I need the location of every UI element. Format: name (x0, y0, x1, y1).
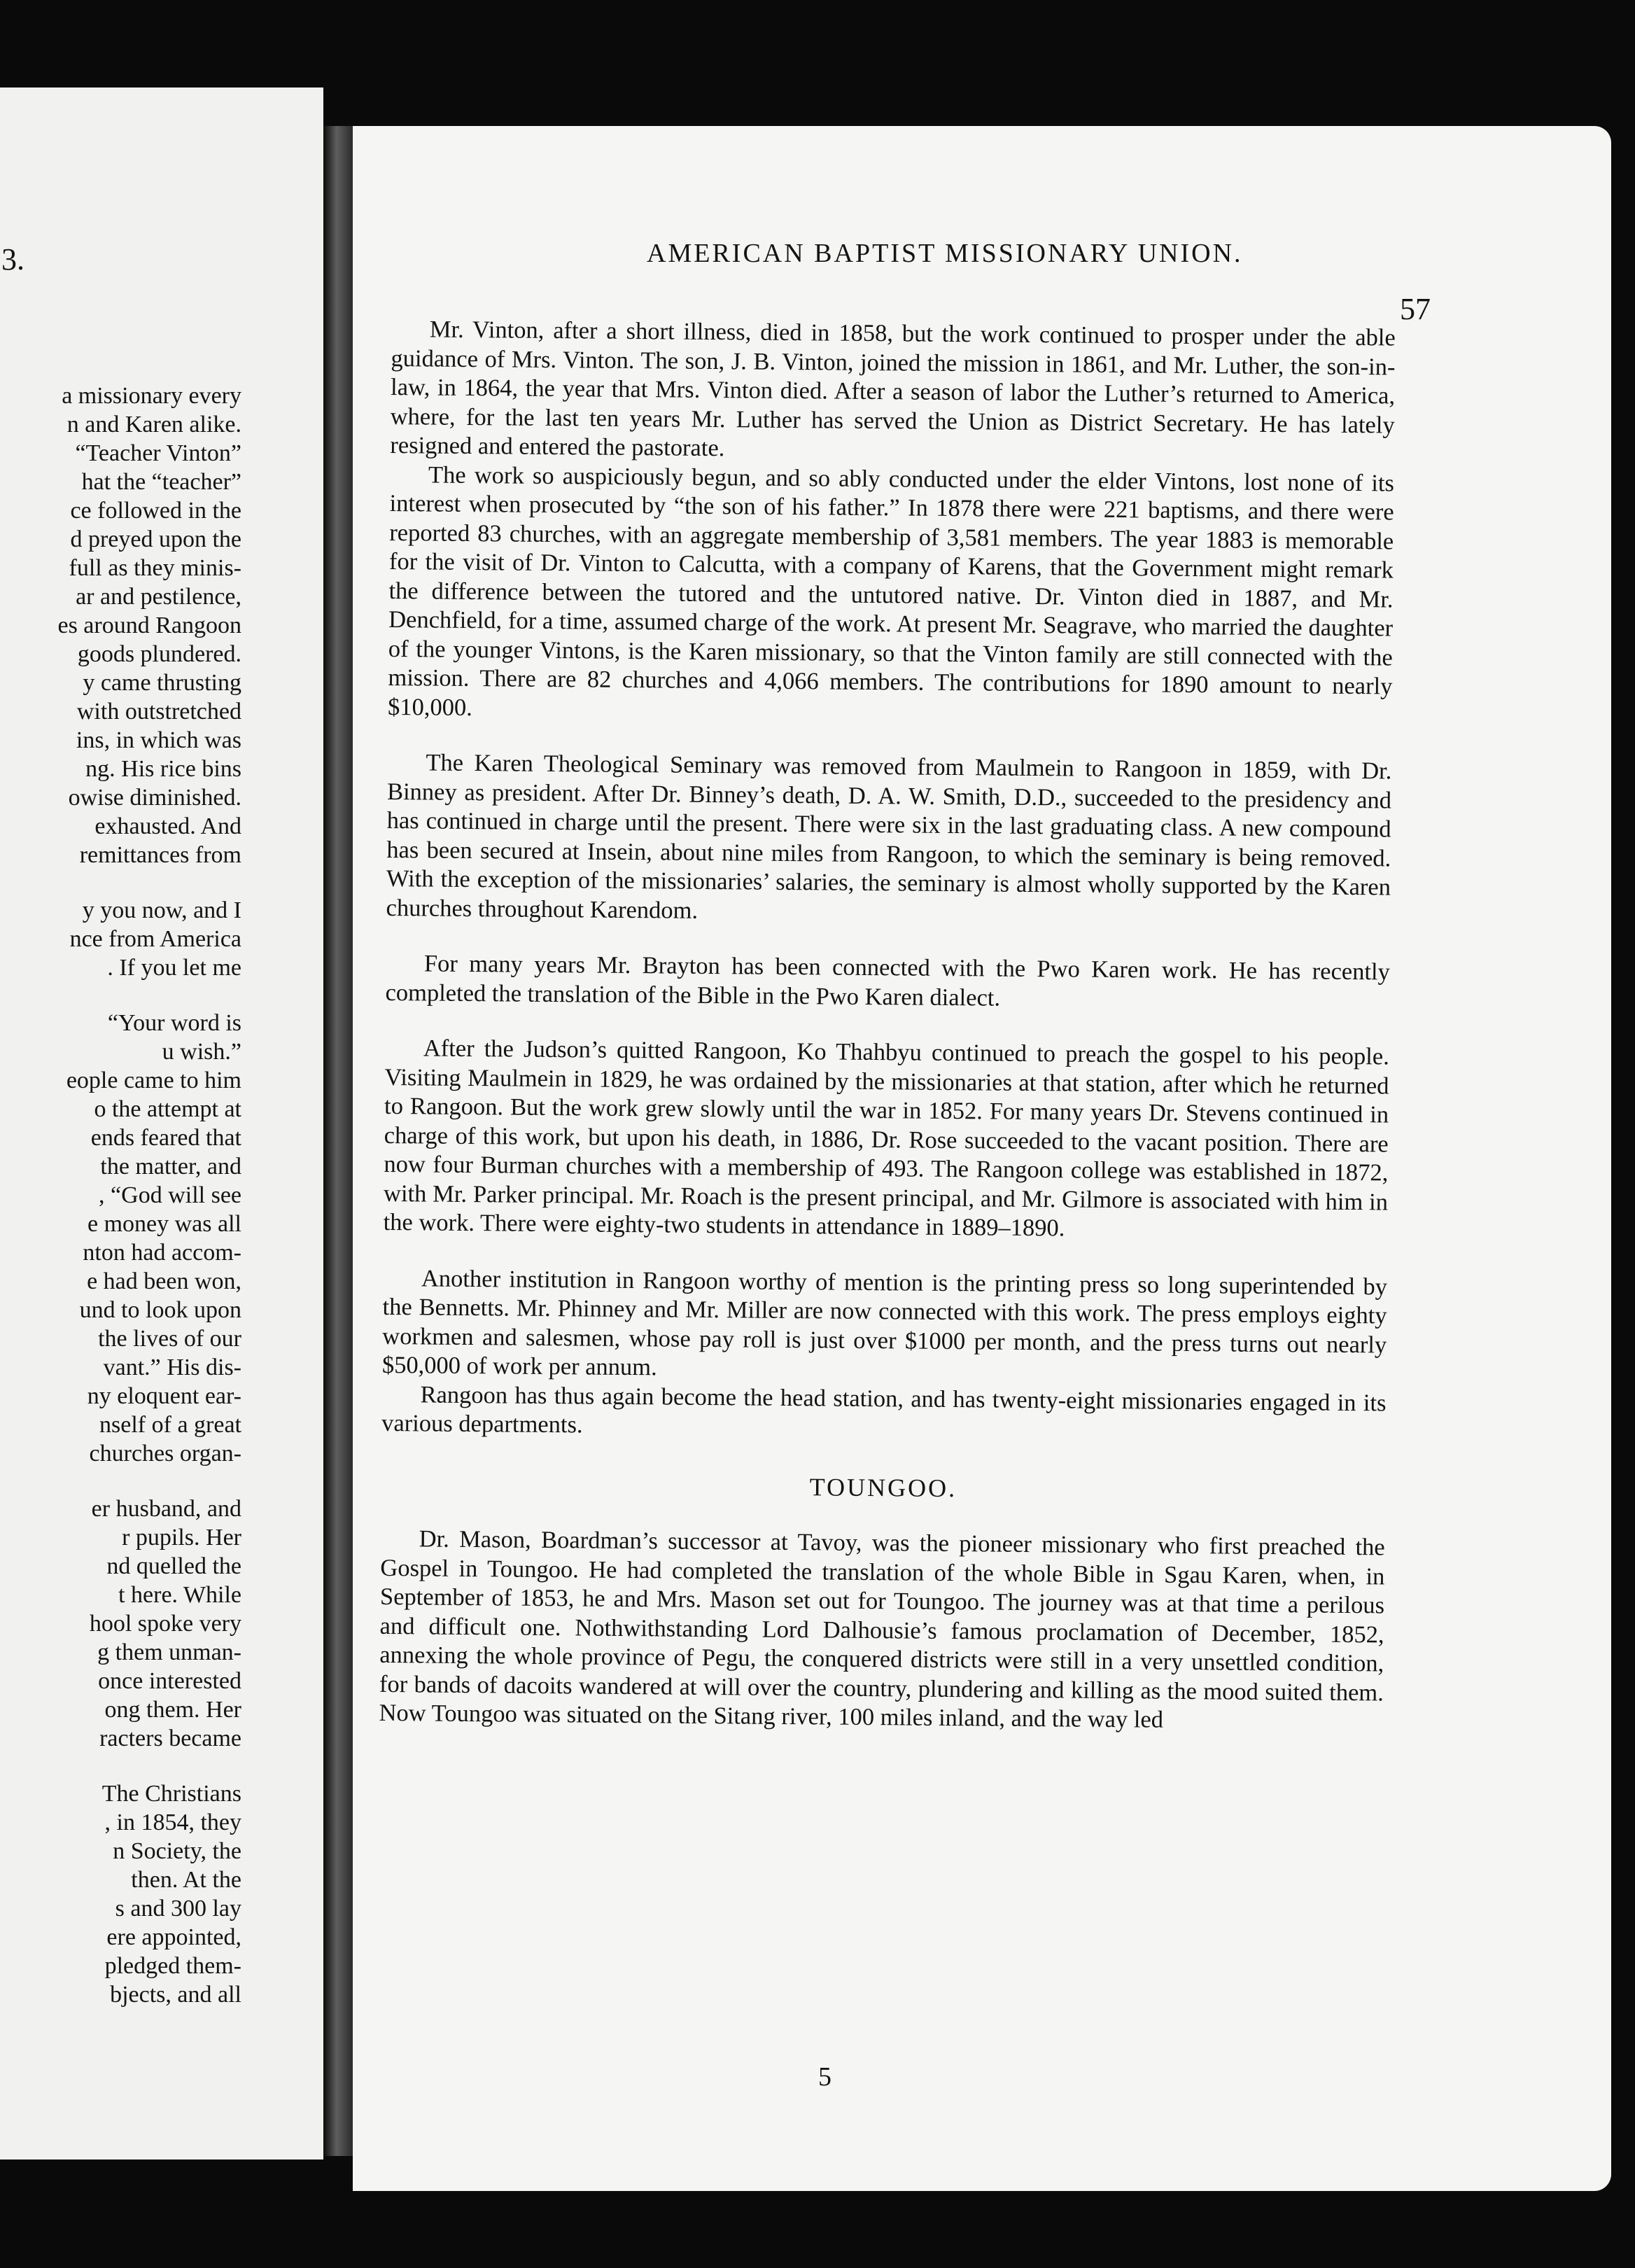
left-text-line: r pupils. Her (122, 1525, 241, 1550)
book-gutter (323, 126, 353, 2156)
left-text-line: then. At the (131, 1867, 241, 1893)
left-text-line: exhausted. And (94, 813, 241, 839)
left-text-line: ere appointed, (106, 1924, 241, 1950)
left-text-line: und to look upon (79, 1297, 241, 1323)
left-text-line: ar and pestilence, (76, 584, 241, 610)
paragraph: Mr. Vinton, after a short illness, died in 1858, but the work continued to prosper under the able guidance of Mrs. Vinton. The son, J. B. Vinton, joined the mission in 1861, and Mr. Luther, the son-in-law, in 1864, the year that Mrs. Vinton died. After a season of labor the Luther’s returned to America, where, for the last ten years Mr. Luther has served the Union as District Secretary. He has lately resigned and entered the pastorate. (390, 316, 1396, 462)
paragraph-gap (0, 1753, 241, 1779)
left-text-line: ends feared that (90, 1125, 241, 1151)
left-text-line: hool spoke very (89, 1611, 241, 1637)
left-text-line: “Your word is (107, 1010, 241, 1036)
left-text-line: u wish.” (162, 1039, 241, 1065)
paragraph-gap (0, 1468, 241, 1494)
left-text-line: a missionary every (62, 383, 241, 409)
paragraph: The Karen Theological Seminary was removed from Maulmein to Rangoon in 1859, with Dr. Binney as president. After Dr. Binney’s death, D. A. W. Smith, D.D., succeeded to the presidency and has continued in charge until the present. There were six in the last graduating class. A new compound has been secured at Insein, about nine miles from Rangoon, to which the seminary is being removed. With the exception of the missionaries’ salaries, the seminary is almost wholly supported by the Karen churches throughout Karendom. (386, 749, 1392, 924)
left-text-line: s and 300 lay (115, 1896, 241, 1921)
left-page (0, 88, 323, 2160)
page-number: 57 (1400, 292, 1431, 326)
left-text-line: owise diminished. (68, 785, 241, 811)
left-text-line: churches organ- (89, 1441, 241, 1466)
left-text-line: bjects, and all (110, 1982, 241, 2008)
left-text-line: er husband, and (91, 1496, 241, 1522)
left-text-line: hat the “teacher” (81, 469, 241, 495)
left-text-line: , in 1854, they (104, 1809, 241, 1835)
left-text-line: ce followed in the (70, 498, 241, 524)
left-text-line: e money was all (87, 1211, 241, 1237)
left-text-line: nd quelled the (106, 1553, 241, 1579)
left-text-line: vant.” His dis- (103, 1354, 241, 1380)
left-text-line: remittances from (79, 842, 241, 868)
left-text-line: “Teacher Vinton” (75, 440, 241, 466)
left-text-line: once interested (98, 1668, 241, 1694)
left-page-header-fragment: 3. (1, 242, 24, 276)
paragraph: Rangoon has thus again become the head station, and has twenty-eight missionaries engaged in its various departments. (381, 1380, 1387, 1438)
left-text-line: g them unman- (97, 1639, 241, 1665)
left-text-line: ins, in which was (76, 727, 241, 753)
paragraph: For many years Mr. Brayton has been connected with the Pwo Karen work. He has recently completed the translation of the Bible in the Pwo Karen dialect. (385, 950, 1391, 1011)
left-text-line: nself of a great (99, 1412, 241, 1438)
left-text-line: the matter, and (100, 1154, 241, 1180)
signature-mark: 5 (818, 2062, 831, 2092)
left-text-line: pledged them- (104, 1953, 241, 1979)
left-text-line: nton had accom- (83, 1240, 241, 1266)
running-head: AMERICAN BAPTIST MISSIONARY UNION. (647, 239, 1243, 268)
right-page (353, 126, 1611, 2191)
left-text-line: racters became (99, 1726, 241, 1751)
paragraph: The work so auspiciously begun, and so ably conducted under the elder Vintons, lost none of its interest when prosecuted by “the son of his father.” In 1878 there were 221 baptisms, and there were reported 83 churches, with an aggregate membership of 3,581 members. The year 1883 is memorable for the visit of Dr. Vinton to Calcutta, with a company of Karens, that the Government might remark the difference between the tutored and the untutored native. Dr. Vinton died in 1887, and Mr. Denchfield, for a time, assumed charge of the work. At present Mr. Seagrave, who married the daughter of the younger Vintons, is the Karen missionary, so that the Vinton family are still connected with the mission. There are 82 churches and 4,066 members. The contributions for 1890 amount to nearly $10,000. (387, 461, 1395, 721)
left-text-line: eople came to him (66, 1068, 241, 1093)
left-text-line: n and Karen alike. (66, 412, 241, 438)
left-text-line: d preyed upon the (70, 526, 241, 552)
left-text-line: y came thrusting (83, 670, 241, 696)
left-text-line: . If you let me (107, 955, 241, 981)
left-page-text-column (0, 382, 241, 2009)
left-text-line: with outstretched (76, 699, 241, 724)
paragraph: Dr. Mason, Boardman’s successor at Tavoy, was the pioneer missionary who first preached the Gospel in Toungoo. He had completed the translation of the whole Bible in Sgau Karen, when, in September of 1853, he and Mrs. Mason set out for Toungoo. The journey was at that time a perilous and difficult one. Nothwithstanding Lord Dalhousie’s famous proclamation of December, 1852, annexing the whole province of Pegu, the conquered districts were still in a very unsettled condition, for bands of dacoits wandered at will over the country, plundering and killing as the mood suited them. Now Toungoo was situated on the Sitang river, 100 miles inland, and the way led (379, 1525, 1385, 1733)
paragraph: Another institution in Rangoon worthy of mention is the printing press so long superintended by the Bennetts. Mr. Phinney and Mr. Miller are now connected with this work. The press employs eighty workmen and salesmen, whose pay roll is just over $1000 per month, and the press turns out nearly $50,000 of work per annum. (381, 1264, 1388, 1381)
body-text (379, 315, 1396, 1737)
left-text-line: e had been won, (87, 1268, 241, 1294)
left-text-line: The Christians (101, 1781, 241, 1807)
left-text-line: nce from America (69, 926, 241, 952)
left-text-line: n Society, the (113, 1838, 241, 1864)
left-text-line: y you now, and I (82, 897, 241, 923)
left-text-line: , “God will see (99, 1182, 241, 1208)
left-text-line: es around Rangoon (57, 612, 241, 638)
left-text-line: full as they minis- (69, 555, 241, 581)
left-text-line: ong them. Her (104, 1697, 241, 1723)
paragraph: After the Judson’s quitted Rangoon, Ko Thahbyu continued to preach the gospel to his people. Visiting Maulmein in 1829, he was ordained by the missionaries at that station, after which he returned to Rangoon. But the work grew slowly until the war in 1852. For many years Dr. Stevens continued in charge of this work, but upon his death, in 1886, Dr. Rose succeeded to the vacant position. There are now four Burman churches with a membership of 493. The Rangoon college was established in 1872, with Mr. Parker principal. Mr. Roach is the present principal, and Mr. Gilmore is associated with him in the work. There were eighty-two students in attendance in 1889–1890. (383, 1035, 1389, 1242)
left-text-line: goods plundered. (77, 641, 241, 667)
left-text-line: ng. His rice bins (85, 756, 241, 782)
left-text-line: the lives of our (98, 1326, 241, 1352)
section-heading: TOUNGOO. (809, 1472, 957, 1502)
left-text-line: t here. While (118, 1582, 241, 1608)
left-text-line: ny eloquent ear- (87, 1383, 241, 1409)
paragraph-gap (0, 869, 241, 896)
paragraph-gap (0, 982, 241, 1009)
left-text-line: o the attempt at (94, 1096, 241, 1122)
